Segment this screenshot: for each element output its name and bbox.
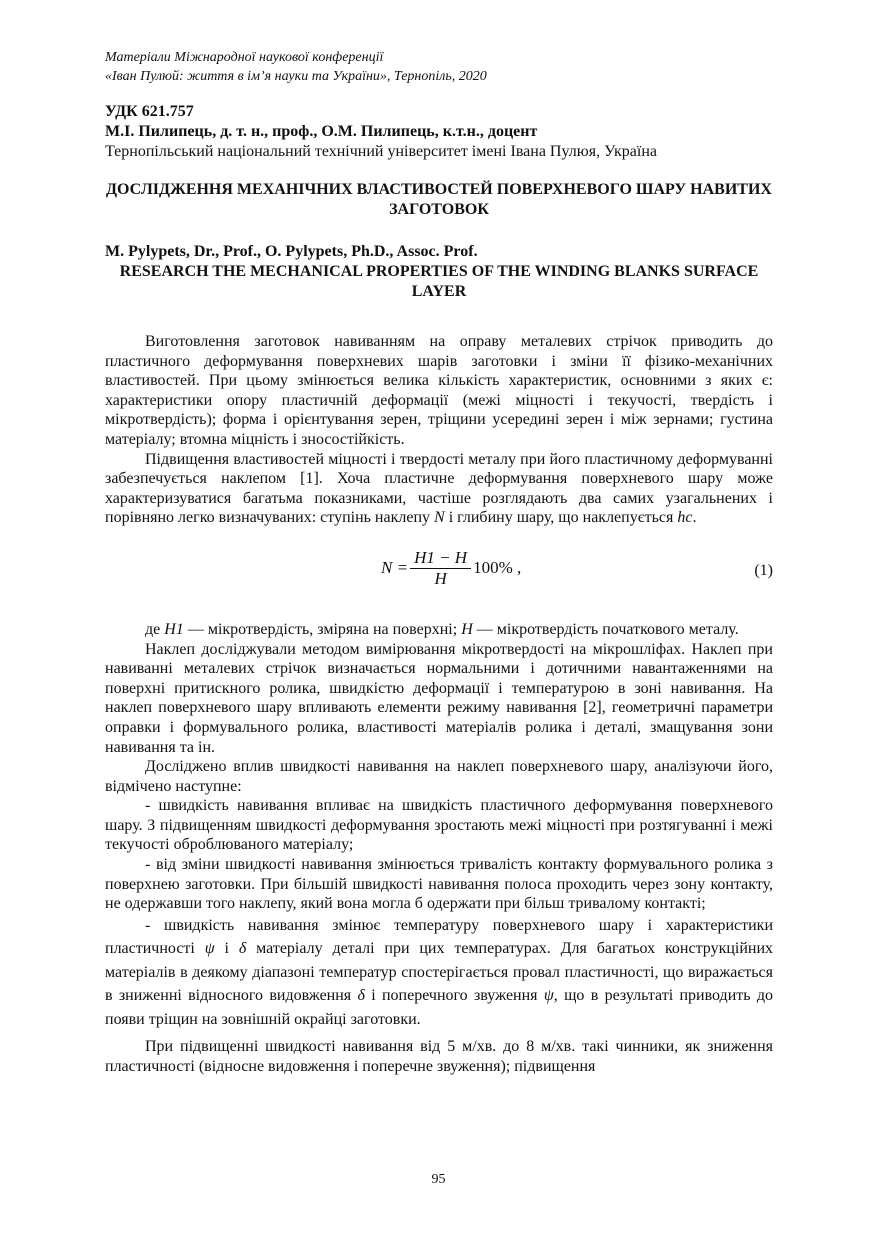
formula-expression — [381, 548, 521, 589]
page-number: 95 — [431, 1172, 446, 1187]
paragraph-6: При підвищенні швидкості навивання від 5 м/хв. до 8 м/хв. такі чинники, як зниження пластичності (відносне видовження і поперечне звуження); підвищення — [105, 1038, 773, 1075]
title-english: RESEARCH THE MECHANICAL PROPERTIES OF THE WINDING BLANKS SURFACE LAYER — [119, 263, 759, 300]
bullet-2: - від зміни швидкості навивання змінюється тривалість контакту формувального ролика з поверхнею заготовки. При більшій швидкості навивання полоса проходить через зону контакту, не одержавши того наклепу, який вона могла б одержати при більш тривалому контакті; — [105, 856, 773, 913]
udk-code: УДК 621.757 — [105, 103, 194, 120]
formula-denominator: H — [434, 568, 447, 588]
symbol-psi: ψ — [204, 940, 215, 958]
paragraph-4: Наклеп досліджували методом вимірювання мікротвердості на мікрошліфах. Наклеп при навиванні металевих стрічок визначається нормальними і дотичними навантаженнями на поверхні притискного ролика, швидкістю деформації і температурою в зоні навивання. На наклеп поверхневого шару впливають елементи режиму навивання [2], геометричні параметри оправки і формувального ролика, властивості матеріалів ролика і деталі, змащування зони навивання та ін. — [105, 640, 773, 756]
bullet-3: - швидкість навивання змінює температуру поверхневого шару і характеристики пластичності ψ і δ матеріалу деталі при цих температурах. Для багатьох конструкційних матеріалів в деякому діапазоні температур спостерігається провал пластичності, що виражається в зниженні відносного видовження δ і поперечного звуження ψ, що в результаті приводить до появи тріщин на зовнішній окрайці заготовки. — [105, 916, 774, 1028]
symbol-H: H — [461, 620, 473, 638]
conference-line-2: «Іван Пулюй: життя в ім’я науки та України», Тернопіль, 2020 — [105, 69, 487, 84]
symbol-psi-2: ψ — [543, 987, 554, 1005]
paragraph-3: де H1 — мікротвердість, зміряна на поверхні; H — мікротвердість початкового металу. — [145, 620, 739, 638]
formula-numerator: H1 − H — [410, 548, 471, 569]
formula-lhs: N = — [381, 558, 409, 578]
formula-fraction — [410, 548, 471, 589]
bullet-1: - швидкість навивання впливає на швидкість пластичного деформування поверхневого шару. З підвищенням швидкості деформування зростають межі міцності при розтягуванні і межі текучості оброблюваного матеріалу; — [105, 797, 773, 854]
conference-header — [105, 48, 773, 86]
symbol-N: N — [434, 509, 445, 527]
affiliation: Тернопільський національний технічний університет імені Івана Пулюя, Україна — [105, 143, 657, 160]
page-content — [105, 48, 773, 1077]
authors-english: M. Pylypets, Dr., Prof., O. Pylypets, Ph.D., Assoc. Prof. — [105, 243, 478, 260]
authors-ukrainian: М.І. Пилипець, д. т. н., проф., О.М. Пилипець, к.т.н., доцент — [105, 123, 538, 140]
paragraph-2: Підвищення властивостей міцності і твердості металу при його пластичному деформуванні забезпечується наклепом [1]. Хоча пластичне деформування поверхневого шару може характеризуватися багатьма показниками, частіше розглядають два самих узагальнених і порівняно легко визначуваних: ступінь наклепу N і глибину шару, що наклепується hc. — [105, 450, 773, 527]
symbol-delta: δ — [238, 940, 247, 958]
symbol-H1: H1 — [164, 620, 184, 638]
paragraph-1: Виготовлення заготовок навиванням на оправу металевих стрічок приводить до пластичного деформування поверхневих шарів заготовки і зміни її фізико-механічних властивостей. При цьому змінюється велика кількість характеристик, основними з яких є: характеристики опору пластичній деформації (межі міцності і текучості, твердість і мікротвердість); форма і орієнтування зерен, тріщини усередині зерен і між зернами; густина матеріалу; втомна міцність і зносостійкість. — [105, 333, 773, 448]
title-ukrainian: ДОСЛІДЖЕННЯ МЕХАНІЧНИХ ВЛАСТИВОСТЕЙ ПОВЕРХНЕВОГО ШАРУ НАВИТИХ ЗАГОТОВОК — [106, 181, 772, 218]
symbol-delta-2: δ — [357, 987, 365, 1005]
formula-tail: 100% , — [473, 558, 522, 578]
formula-1 — [105, 546, 773, 602]
equation-number: (1) — [754, 561, 773, 579]
symbol-hc: hc — [677, 509, 693, 527]
paragraph-5: Досліджено вплив швидкості навивання на наклеп поверхневого шару, аналізуючи його, відмічено наступне: — [105, 758, 773, 795]
conference-line-1: Матеріали Міжнародної наукової конференції — [105, 50, 384, 65]
